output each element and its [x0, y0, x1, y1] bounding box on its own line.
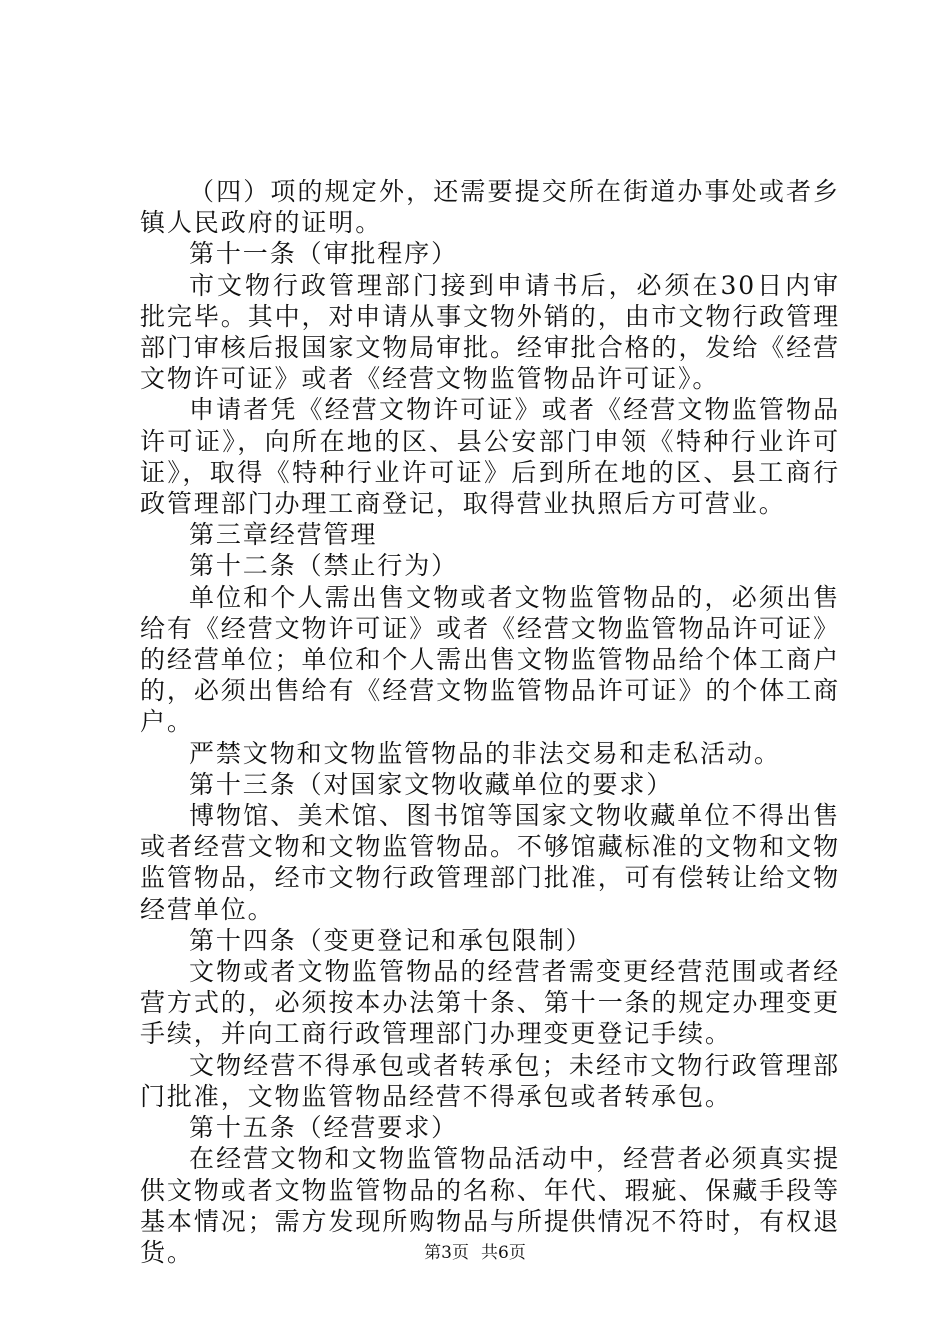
page-number: 第3页 — [424, 1243, 469, 1263]
article-13-paragraph: 博物馆、美术馆、图书馆等国家文物收藏单位不得出售或者经营文物和文物监管物品。不够馆藏标准的文物和文物监管物品，经市文物行政管理部门批准，可有偿转让给文物经营单位。 — [140, 801, 840, 924]
page-total: 共6页 — [481, 1243, 526, 1263]
article-12-paragraph-1: 单位和个人需出售文物或者文物监管物品的，必须出售给有《经营文物许可证》或者《经营文物监管物品许可证》的经营单位；单位和个人需出售文物监管物品给个体工商户的，必须出售给有《经营文物监管物品许可证》的个体工商户。 — [140, 582, 840, 737]
article-12-heading: 第十二条（禁止行为） — [189, 551, 459, 581]
page-footer — [0, 1243, 950, 1263]
article-15-heading: 第十五条（经营要求） — [189, 1113, 459, 1143]
article-14-paragraph-1: 文物或者文物监管物品的经营者需变更经营范围或者经营方式的，必须按本办法第十条、第十一条的规定办理变更手续，并向工商行政管理部门办理变更登记手续。 — [140, 957, 840, 1049]
paragraph-continuation: （四）项的规定外，还需要提交所在街道办事处或者乡镇人民政府的证明。 — [140, 177, 840, 238]
article-14-heading: 第十四条（变更登记和承包限制） — [189, 925, 593, 955]
article-11-paragraph-2: 申请者凭《经营文物许可证》或者《经营文物监管物品许可证》，向所在地的区、县公安部门申领《特种行业许可证》，取得《特种行业许可证》后到所在地的区、县工商行政管理部门办理工商登记，取得营业执照后方可营业。 — [140, 395, 840, 519]
chapter-3-heading: 第三章经营管理 — [189, 520, 378, 550]
article-13-heading: 第十三条（对国家文物收藏单位的要求） — [189, 769, 674, 799]
article-14-paragraph-2: 文物经营不得承包或者转承包；未经市文物行政管理部门批准，文物监管物品经营不得承包或者转承包。 — [140, 1050, 840, 1111]
article-15-paragraph: 在经营文物和文物监管物品活动中，经营者必须真实提供文物或者文物监管物品的名称、年代、瑕疵、保藏手段等基本情况；需方发现所购物品与所提供情况不符时，有权退货。 — [140, 1144, 840, 1267]
article-11-heading: 第十一条（审批程序） — [189, 239, 459, 269]
article-12-paragraph-2: 严禁文物和文物监管物品的非法交易和走私活动。 — [189, 738, 781, 768]
document-body — [140, 176, 840, 1268]
article-11-paragraph-1: 市文物行政管理部门接到申请书后，必须在30日内审批完毕。其中，对申请从事文物外销的，由市文物行政管理部门审核后报国家文物局审批。经审批合格的，发给《经营文物许可证》或者《经营文物监管物品许可证》。 — [140, 270, 840, 394]
